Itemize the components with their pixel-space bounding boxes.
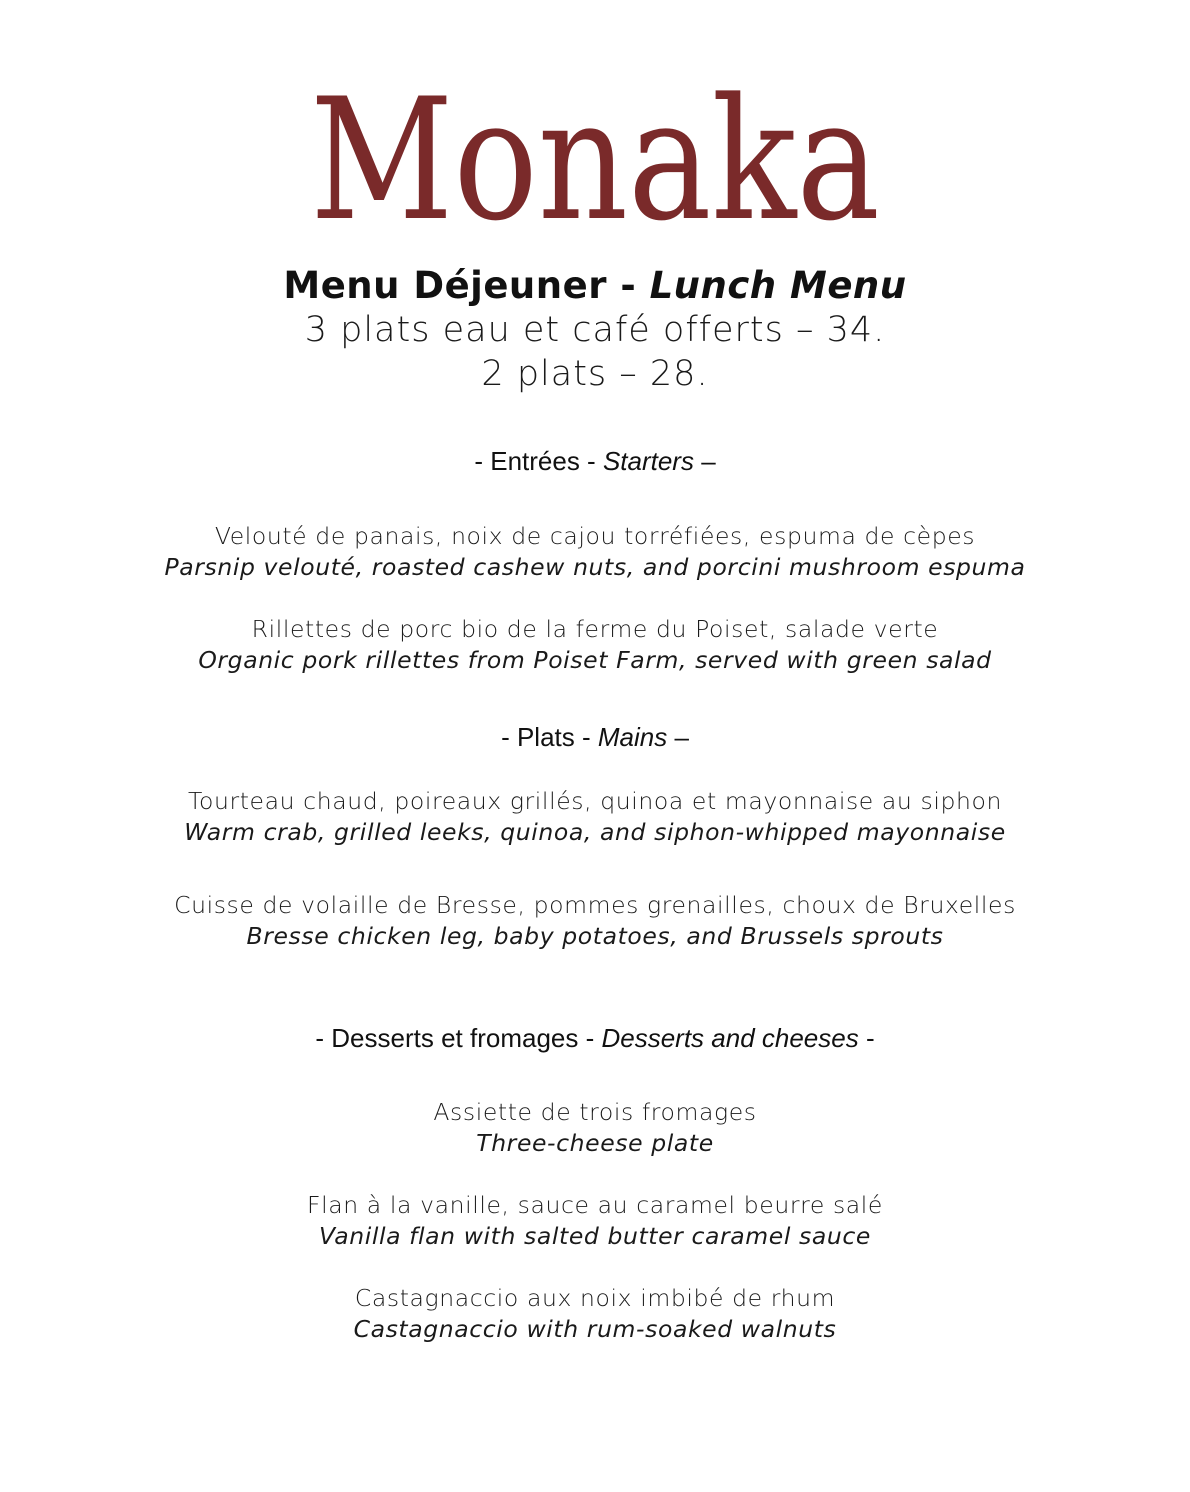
item-name-en: Parsnip velouté, roasted cashew nuts, and porcini mushroom espuma [164,553,1026,581]
menu-item [0,890,1190,952]
menu-item [0,1097,1190,1159]
section-suffix: - [858,1023,875,1053]
menu-item [0,521,1190,583]
item-name-fr: Flan à la vanille, sauce au caramel beurre salé [307,1191,883,1219]
item-name-en: Vanilla flan with salted butter caramel sauce [319,1222,871,1250]
item-name-fr: Velouté de panais, noix de cajou torréfiées, espuma de cèpes [214,522,976,550]
title-fr: Menu Déjeuner [283,264,607,307]
item-name-en: Three-cheese plate [476,1129,714,1157]
item-name-fr: Tourteau chaud, poireaux grillés, quinoa et mayonnaise au siphon [188,787,1002,815]
price-two-courses: 2 plats – 28. [481,354,709,394]
item-name-en: Organic pork rillettes from Poiset Farm, served with green salad [198,646,992,674]
section-prefix: - Desserts et fromages - [315,1023,602,1053]
title-separator: - [606,264,650,307]
section-prefix: - Plats - [501,722,598,752]
menu-item [0,1283,1190,1345]
section-title-en: Starters [602,446,694,476]
item-name-fr: Cuisse de volaille de Bresse, pommes grenailles, choux de Bruxelles [174,891,1016,919]
monaka-logo [300,62,890,258]
menu-item [0,1190,1190,1252]
item-name-en: Warm crab, grilled leeks, quinoa, and siphon-whipped mayonnaise [184,818,1006,846]
item-name-fr: Assiette de trois fromages [433,1098,757,1126]
price-three-courses: 3 plats eau et café offerts – 34. [304,310,886,350]
section-suffix: – [693,446,716,476]
section-heading-desserts [0,1022,1190,1054]
logo-wordmark: Monaka [310,62,880,258]
item-name-fr: Castagnaccio aux noix imbibé de rhum [354,1284,836,1312]
item-name-en: Castagnaccio with rum-soaked walnuts [353,1315,837,1343]
section-prefix: - Entrées - [474,446,603,476]
section-title-en: Mains [597,722,668,752]
menu-title [0,262,1190,310]
section-heading-starters [0,445,1190,477]
section-title-en: Desserts and cheeses [601,1023,859,1053]
item-name-fr: Rillettes de porc bio de la ferme du Poiset, salade verte [251,615,939,643]
section-suffix: – [667,722,689,752]
menu-item [0,614,1190,676]
item-name-en: Bresse chicken leg, baby potatoes, and Brussels sprouts [246,922,944,950]
menu-item [0,786,1190,848]
section-heading-mains [0,721,1190,753]
title-en: Lunch Menu [649,264,907,307]
